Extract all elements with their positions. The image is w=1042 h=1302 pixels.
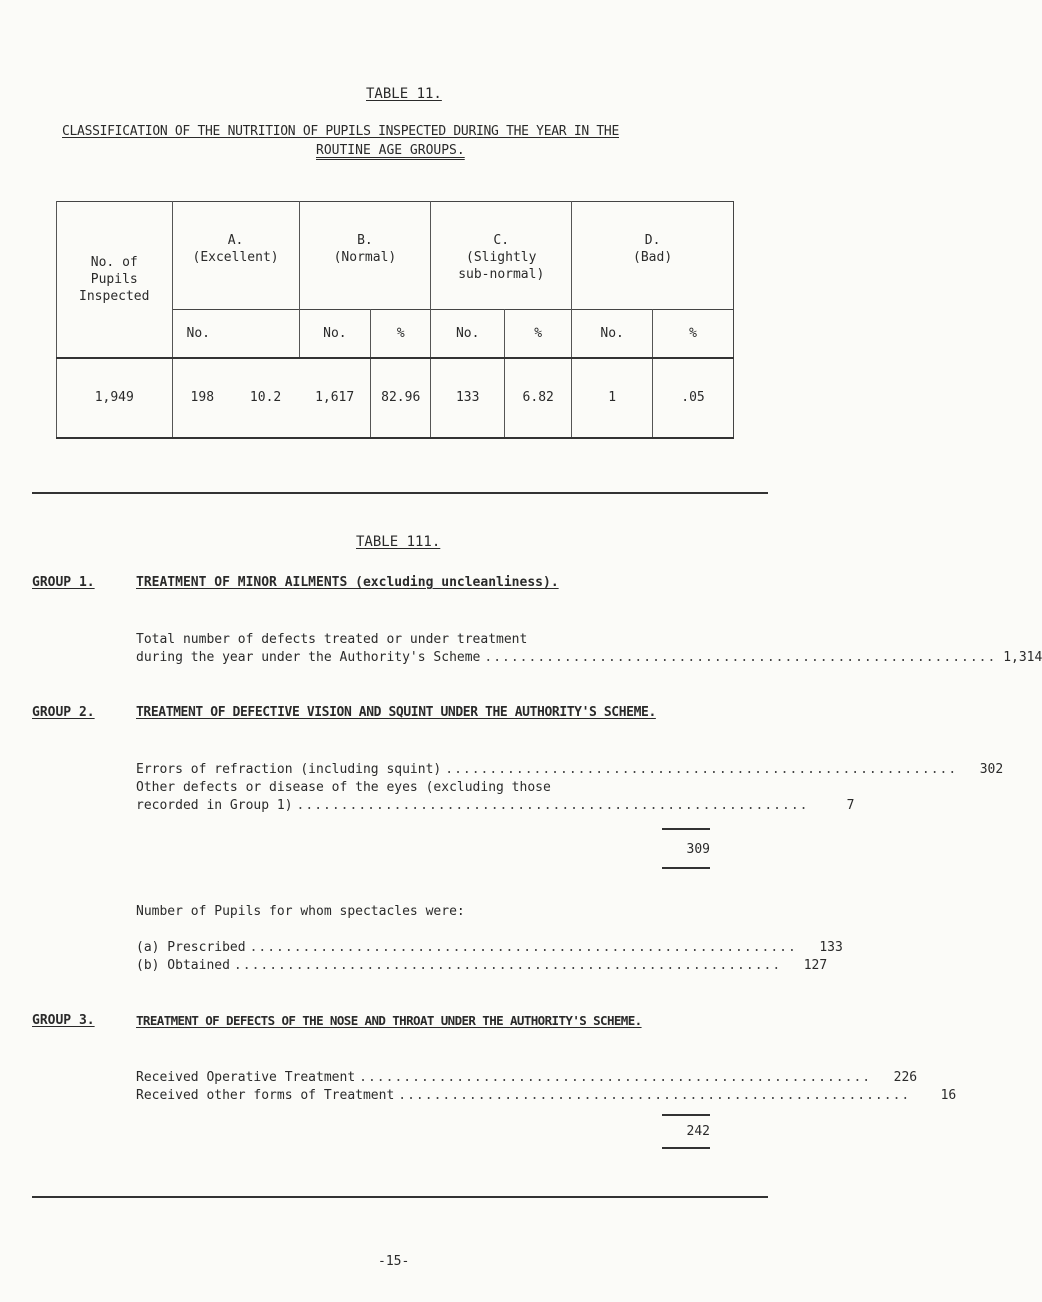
divider-2 xyxy=(32,1196,768,1198)
operative-label: Received Operative Treatment xyxy=(136,1070,356,1085)
header-pupils-label: No. of Pupils Inspected xyxy=(79,254,150,304)
cell-d-pct: .05 xyxy=(653,358,734,438)
leader-dots: .............................................................. xyxy=(233,958,782,973)
page-number: -15- xyxy=(378,1254,410,1269)
group-1-label: GROUP 1. xyxy=(32,575,95,590)
group-2-label: GROUP 2. xyxy=(32,705,95,720)
prescribed-value: 133 xyxy=(819,940,843,955)
other-treatment-value: 16 xyxy=(940,1088,957,1103)
group-1-line1: Total number of defects treated or under treatment xyxy=(136,632,528,647)
leader-dots: .......................................................... xyxy=(484,650,997,665)
cell-d-no: 1 xyxy=(572,358,653,438)
group-a-desc: (Excellent) xyxy=(192,250,279,265)
sub-a-no: No. xyxy=(172,310,299,358)
sub-d-pct: % xyxy=(653,310,734,358)
cell-a-no: 198 xyxy=(172,358,232,438)
group-1-total-row xyxy=(136,650,1042,665)
table-3-title: TABLE 111. xyxy=(356,534,441,550)
sub-d-no: No. xyxy=(572,310,653,358)
group-1-line2: during the year under the Authority's Scheme xyxy=(136,650,481,665)
group-3-heading: TREATMENT OF DEFECTS OF THE NOSE AND THROAT UNDER THE AUTHORITY'S SCHEME. xyxy=(136,1013,642,1028)
obtained-row xyxy=(136,958,828,973)
subtotal-rule xyxy=(662,1114,710,1116)
group-1-heading: TREATMENT OF MINOR AILMENTS (excluding uncleanliness). xyxy=(136,575,559,590)
obtained-value: 127 xyxy=(803,958,828,973)
sub-c-no: No. xyxy=(431,310,505,358)
sub-c-pct: % xyxy=(505,310,572,358)
prescribed-row xyxy=(136,940,843,955)
header-group-a xyxy=(172,202,299,310)
cell-b-no: 1,617 xyxy=(315,390,355,405)
nutrition-table xyxy=(56,201,734,439)
subtotal-rule xyxy=(662,828,710,830)
group-3-label: GROUP 3. xyxy=(32,1013,95,1028)
group-b-desc: (Normal) xyxy=(333,250,397,265)
cell-a-pct: 10.2 xyxy=(249,390,282,405)
group-d-letter: D. xyxy=(644,233,661,248)
group-3-total: 242 xyxy=(686,1124,710,1139)
operative-value: 226 xyxy=(893,1070,918,1085)
sub-b-pct: % xyxy=(371,310,431,358)
leader-dots: .......................................................... xyxy=(359,1070,872,1085)
header-group-c xyxy=(431,202,572,310)
errors-refraction-row xyxy=(136,762,1004,777)
operative-row xyxy=(136,1070,918,1085)
sub-b-no: No. xyxy=(299,310,371,358)
cell-c-no: 133 xyxy=(431,358,505,438)
other-defects-row xyxy=(136,798,855,813)
table-2-subtitle-line2: ROUTINE AGE GROUPS. xyxy=(316,143,465,158)
table-2-subtitle-line1: CLASSIFICATION OF THE NUTRITION OF PUPILS INSPECTED DURING THE YEAR IN THE xyxy=(62,124,619,139)
other-defects-line2: recorded in Group 1) xyxy=(136,798,293,813)
leader-dots: .......................................................... xyxy=(398,1088,911,1103)
errors-refraction-value: 302 xyxy=(979,762,1004,777)
header-pupils-inspected xyxy=(57,202,173,358)
cell-c-pct: 6.82 xyxy=(505,358,572,438)
errors-refraction-label: Errors of refraction (including squint) xyxy=(136,762,442,777)
group-c-letter: C. xyxy=(493,233,510,248)
header-group-d xyxy=(572,202,734,310)
group-2-total: 309 xyxy=(686,842,710,857)
total-rule xyxy=(662,867,710,869)
cell-pupils: 1,949 xyxy=(57,358,173,438)
other-defects-value: 7 xyxy=(846,798,855,813)
table-2-title: TABLE 11. xyxy=(366,86,442,102)
cell-b-pct: 82.96 xyxy=(371,358,431,438)
group-b-letter: B. xyxy=(357,233,373,248)
total-rule xyxy=(662,1147,710,1149)
leader-dots: .......................................................... xyxy=(445,762,958,777)
leader-dots: .............................................................. xyxy=(249,940,797,955)
other-treatment-label: Received other forms of Treatment xyxy=(136,1088,395,1103)
group-c-desc2: sub-normal) xyxy=(458,267,545,282)
other-defects-line1: Other defects or disease of the eyes (excluding those xyxy=(136,780,551,795)
group-a-letter: A. xyxy=(227,233,244,248)
group-c-desc: (Slightly xyxy=(466,250,537,265)
prescribed-label: (a) Prescribed xyxy=(136,940,246,955)
spectacles-heading: Number of Pupils for whom spectacles were: xyxy=(136,904,465,919)
other-treatment-row xyxy=(136,1088,957,1103)
obtained-label: (b) Obtained xyxy=(136,958,230,973)
group-1-value: 1,314 xyxy=(1003,650,1042,665)
divider-1 xyxy=(32,492,768,494)
leader-dots: .......................................................... xyxy=(296,798,809,813)
header-group-b xyxy=(299,202,431,310)
group-2-heading: TREATMENT OF DEFECTIVE VISION AND SQUINT UNDER THE AUTHORITY'S SCHEME. xyxy=(136,705,656,720)
group-d-desc: (Bad) xyxy=(633,250,673,265)
